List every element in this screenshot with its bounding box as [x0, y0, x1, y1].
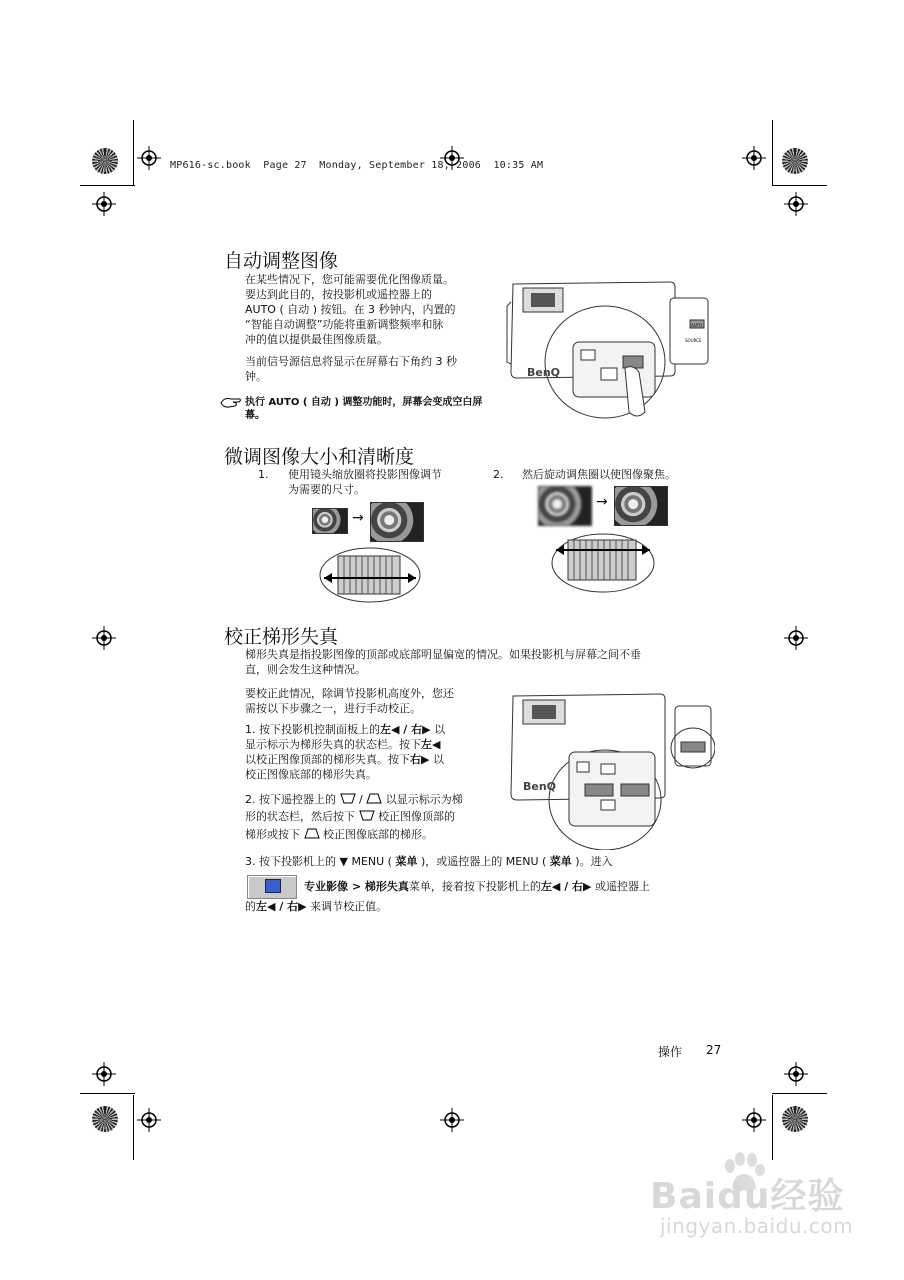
picture-menu-icon: [247, 875, 297, 899]
right-arrow-icon: ▶: [583, 880, 592, 893]
registration-mark-icon: [92, 192, 116, 216]
projector-keystone-illustration: [505, 690, 715, 850]
registration-mark-icon: [92, 626, 116, 650]
text-run: 显示标示为梯形失真的状态栏。按下: [245, 738, 421, 751]
text-run: 或遥控器上: [591, 880, 651, 893]
registration-mark-icon: [137, 146, 161, 170]
keystone-step1-line2: [245, 737, 440, 753]
text-run: 的: [245, 900, 256, 913]
text-run: 校正图像底部的梯形。: [323, 828, 433, 841]
right-arrow-icon: ▶: [421, 753, 430, 766]
text-run: 以校正图像顶部的梯形失真。按下: [245, 753, 410, 766]
color-rosette-icon: [92, 148, 118, 174]
keystone-step3-line2: [304, 879, 650, 895]
brand-logo-text: BenQ: [527, 366, 561, 379]
registration-mark-icon: [784, 192, 808, 216]
color-rosette-icon: [92, 1106, 118, 1132]
separator: /: [560, 880, 573, 893]
step-number: 2.: [493, 468, 504, 481]
keystone-step3-line3: [245, 899, 387, 915]
right-arrow-icon: ▶: [422, 723, 431, 736]
text-run: 3. 按下投影机上的: [245, 855, 336, 868]
keystone-bottom-icon: [304, 828, 320, 839]
text-line: “智能自动调整”功能将重新调整频率和脉: [245, 318, 444, 331]
section-title-zoom: 微调图像大小和清晰度: [224, 446, 415, 468]
footer-section-name: 操作: [658, 1045, 683, 1059]
text-run: 形的状态栏，然后按下: [245, 810, 355, 823]
step2-line: 然后旋动调焦圈以使图像聚焦。: [522, 468, 676, 481]
section-title-auto: 自动调整图像: [224, 250, 339, 272]
text-line: AUTO ( 自动 ) 按钮。在 3 秒钟内，内置的: [245, 303, 456, 316]
menu-path: >: [348, 880, 365, 893]
text-line: 冲的值以提供最佳图像质量。: [245, 333, 388, 346]
text-line: 当前信号源信息将显示在屏幕右下角约 3 秒: [245, 355, 457, 368]
note-line: 执行 AUTO ( 自动 ) 调整功能时，屏幕会变成空白屏: [245, 397, 483, 408]
focus-ring-illustration: [550, 532, 656, 594]
text-run: )，或遥控器上的 MENU (: [417, 855, 550, 868]
registration-mark-icon: [784, 1062, 808, 1086]
down-arrow-icon: ▼: [336, 855, 348, 868]
text-line: 在某些情况下，您可能需要优化图像质量。: [245, 273, 454, 286]
menu-path: 梯形失真: [364, 880, 409, 893]
watermark-url: jingyan.baidu.com: [660, 1214, 854, 1238]
left-label: 左: [256, 900, 267, 913]
text-line: 钟。: [245, 370, 267, 383]
right-label: 右: [410, 753, 421, 766]
keystone-intro-line: 直，则会发生这种情况。: [245, 663, 366, 676]
registration-mark-icon: [92, 1062, 116, 1086]
left-arrow-icon: ◀: [391, 723, 400, 736]
brand-logo-text: BenQ: [523, 780, 557, 793]
left-arrow-icon: ◀: [432, 738, 441, 751]
left-arrow-icon: ◀: [267, 900, 276, 913]
print-header-line: MP616-sc.book Page 27 Monday, September 18, 2006 10:35 AM: [170, 160, 544, 171]
text-run: 校正图像顶部的: [378, 810, 455, 823]
keystone-bottom-icon: [366, 793, 382, 804]
text-run: 以: [429, 753, 444, 766]
focus-after-image: [614, 486, 668, 526]
color-rosette-icon: [782, 148, 808, 174]
separator: /: [399, 723, 412, 736]
keystone-step1-line1: [245, 722, 445, 738]
left-label: 左: [421, 738, 432, 751]
left-label: 左: [540, 880, 552, 893]
text-run: 1. 按下投影机控制面板上的: [245, 723, 380, 736]
source-button-label: SOURCE: [685, 338, 702, 343]
note-line: 幕。: [245, 410, 265, 421]
right-arrow-icon: →: [352, 510, 364, 526]
keystone-step1-line4: 校正图像底部的梯形失真。: [245, 768, 377, 781]
keystone-step1-line3: [245, 752, 444, 768]
text-run: )。进入: [571, 855, 613, 868]
right-label: 右: [411, 723, 423, 736]
note-hand-icon: [220, 396, 242, 410]
zoom-ring-illustration: [318, 546, 422, 604]
keystone-p2-line: 需按以下步骤之一，进行手动校正。: [245, 702, 421, 715]
text-run: 来调节校正值。: [306, 900, 388, 913]
menu-label: 菜单: [395, 855, 418, 868]
registration-mark-icon: [742, 1108, 766, 1132]
text-run: 以: [430, 723, 446, 736]
keystone-top-icon: [359, 810, 375, 821]
zoom-before-image: [312, 508, 348, 534]
menu-label: 菜单: [549, 855, 572, 868]
right-label: 右: [572, 880, 584, 893]
color-rosette-icon: [782, 1106, 808, 1132]
registration-mark-icon: [440, 1108, 464, 1132]
step1-line: 使用镜头缩放圈将投影图像调节: [288, 468, 442, 481]
keystone-step2-line3: [245, 827, 433, 843]
separator: /: [275, 900, 288, 913]
keystone-step2-line1: [245, 792, 463, 808]
projector-auto-illustration: [505, 272, 715, 432]
left-label: 左: [380, 723, 391, 736]
text-run: MENU (: [347, 855, 396, 868]
registration-mark-icon: [784, 626, 808, 650]
menu-path: 专业影像: [304, 880, 348, 893]
keystone-step2-line2: [245, 809, 455, 825]
step-number: 1.: [258, 468, 269, 481]
right-arrow-icon: →: [596, 494, 608, 510]
keystone-intro-line: 梯形失真是指投影图像的顶部或底部明显偏宽的情况。如果投影机与屏幕之间不垂: [245, 648, 641, 661]
keystone-p2-line: 要校正此情况，除调节投影机高度外，您还: [245, 687, 454, 700]
text-line: 要达到此目的，按投影机或遥控器上的: [245, 288, 432, 301]
watermark-brand: Baidu经验: [650, 1176, 845, 1217]
step1-line: 为需要的尺寸。: [288, 483, 365, 496]
keystone-top-icon: [340, 793, 356, 804]
registration-mark-icon: [742, 146, 766, 170]
zoom-after-image: [370, 502, 424, 542]
keystone-step3-line1: [245, 854, 613, 870]
text-run: 菜单，接着按下投影机上的: [408, 880, 541, 893]
registration-mark-icon: [137, 1108, 161, 1132]
text-run: 梯形或按下: [245, 828, 300, 841]
right-arrow-icon: ▶: [298, 900, 307, 913]
page-number: 27: [706, 1043, 722, 1057]
section-title-keystone: 校正梯形失真: [224, 626, 339, 648]
text-run: 2. 按下遥控器上的: [245, 793, 336, 806]
text-run: 以显示标示为梯: [385, 793, 463, 806]
left-arrow-icon: ◀: [551, 880, 561, 893]
auto-button-label: AUTO: [691, 323, 703, 328]
focus-before-image: [538, 486, 592, 526]
right-label: 右: [287, 900, 299, 913]
text-run: /: [359, 793, 363, 806]
